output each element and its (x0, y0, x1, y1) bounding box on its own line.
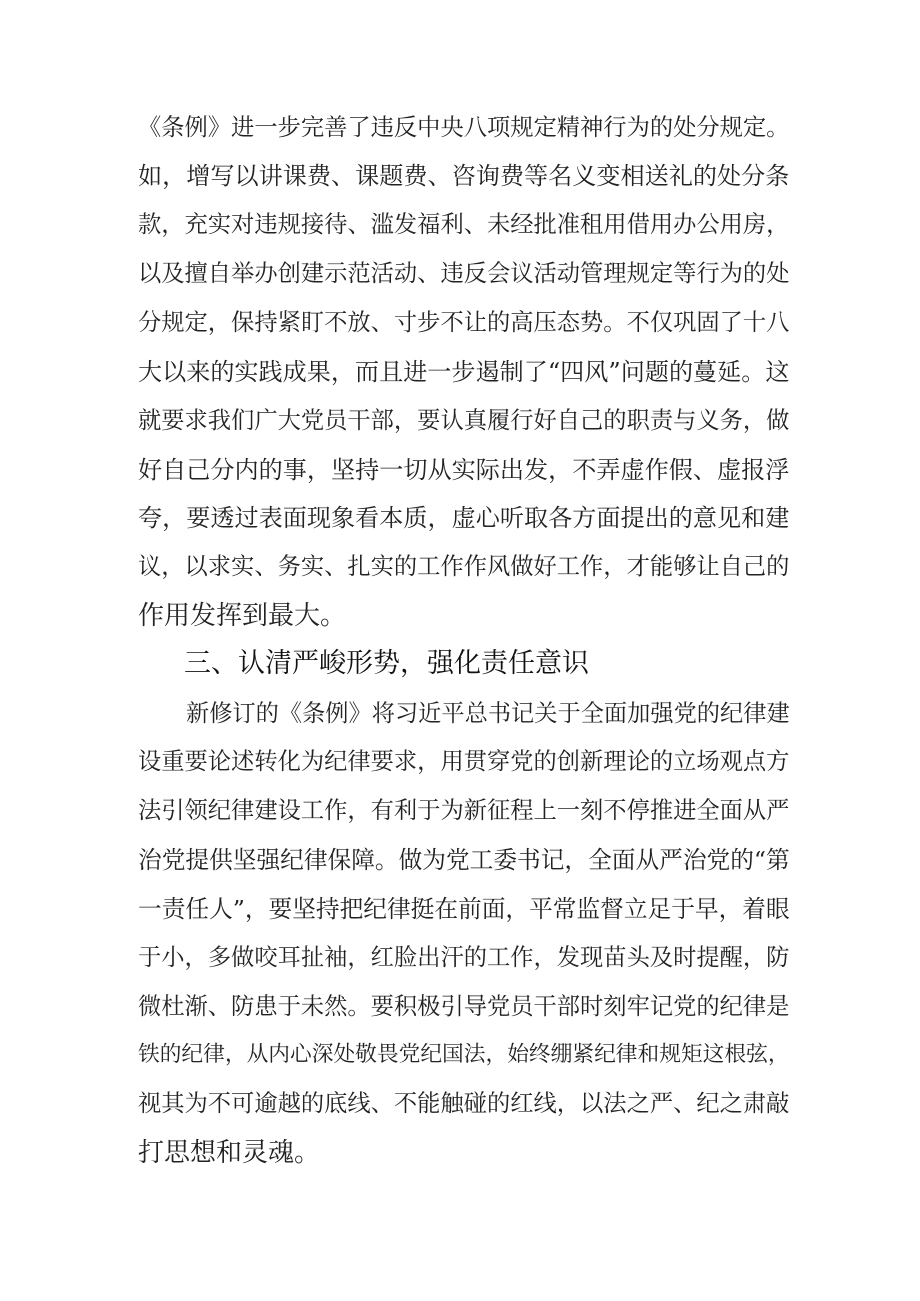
paragraph-line: 铁的纪律，从内心深处敬畏党纪国法，始终绷紧纪律和规矩这根弦， (138, 1042, 790, 1067)
paragraph-line: 作用发挥到最大。 (138, 601, 347, 631)
paragraph-line: 议，以求实、务实、扎实的工作作风做好工作，才能够让自己的 (138, 553, 790, 580)
paragraph-line: 好自己分内的事，坚持一切从实际出发，不弄虚作假、虚报浮 (138, 456, 790, 484)
paragraph-line: 治党提供坚强纪律保障。做为党工委书记，全面从严治党的“第 (138, 846, 790, 874)
paragraph-line: 微杜渐、防患于未然。要积极引导党员干部时刻牢记党的纪律是 (138, 993, 790, 1020)
paragraph-line: 分规定，保持紧盯不放、寸步不让的高压态势。不仅巩固了十八 (138, 309, 790, 336)
paragraph-line: 如，增写以讲课费、课题费、咨询费等名义变相送礼的处分条 (138, 162, 790, 190)
paragraph-line: 一责任人”，要坚持把纪律挺在前面，平常监督立足于早，着眼 (138, 895, 790, 923)
paragraph-line: 款，充实对违规接待、滥发福利、未经批准租用借用办公用房， (138, 211, 790, 238)
paragraph-line: 新修订的《条例》将习近平总书记关于全面加强党的纪律建 (186, 700, 790, 727)
paragraph-line: 打思想和灵魂。 (138, 1138, 321, 1168)
paragraph-line: 视其为不可逾越的底线、不能触碰的红线，以法之严、纪之肃敲 (138, 1090, 790, 1117)
paragraph-line: 夸，要透过表面现象看本质，虚心听取各方面提出的意见和建 (138, 504, 790, 532)
paragraph-line: 于小，多做咬耳扯袖，红脸出汗的工作，发现苗头及时提醒，防 (138, 944, 790, 971)
paragraph-line: 法引领纪律建设工作，有利于为新征程上一刻不停推进全面从严 (138, 797, 790, 824)
section-heading: 三、认清严峻形势，强化责任意识 (184, 648, 589, 679)
paragraph-line: 以及擅自举办创建示范活动、违反会议活动管理规定等行为的处 (138, 260, 790, 287)
paragraph-line: 大以来的实践成果，而且进一步遏制了“四风”问题的蔓延。这 (138, 358, 790, 386)
paragraph-line: 就要求我们广大党员干部，要认真履行好自己的职责与义务，做 (138, 407, 790, 434)
paragraph-line: 设重要论述转化为纪律要求，用贯穿党的创新理论的立场观点方 (138, 748, 790, 775)
paragraph-line: 《条例》进一步完善了违反中央八项规定精神行为的处分规定。 (138, 114, 790, 141)
